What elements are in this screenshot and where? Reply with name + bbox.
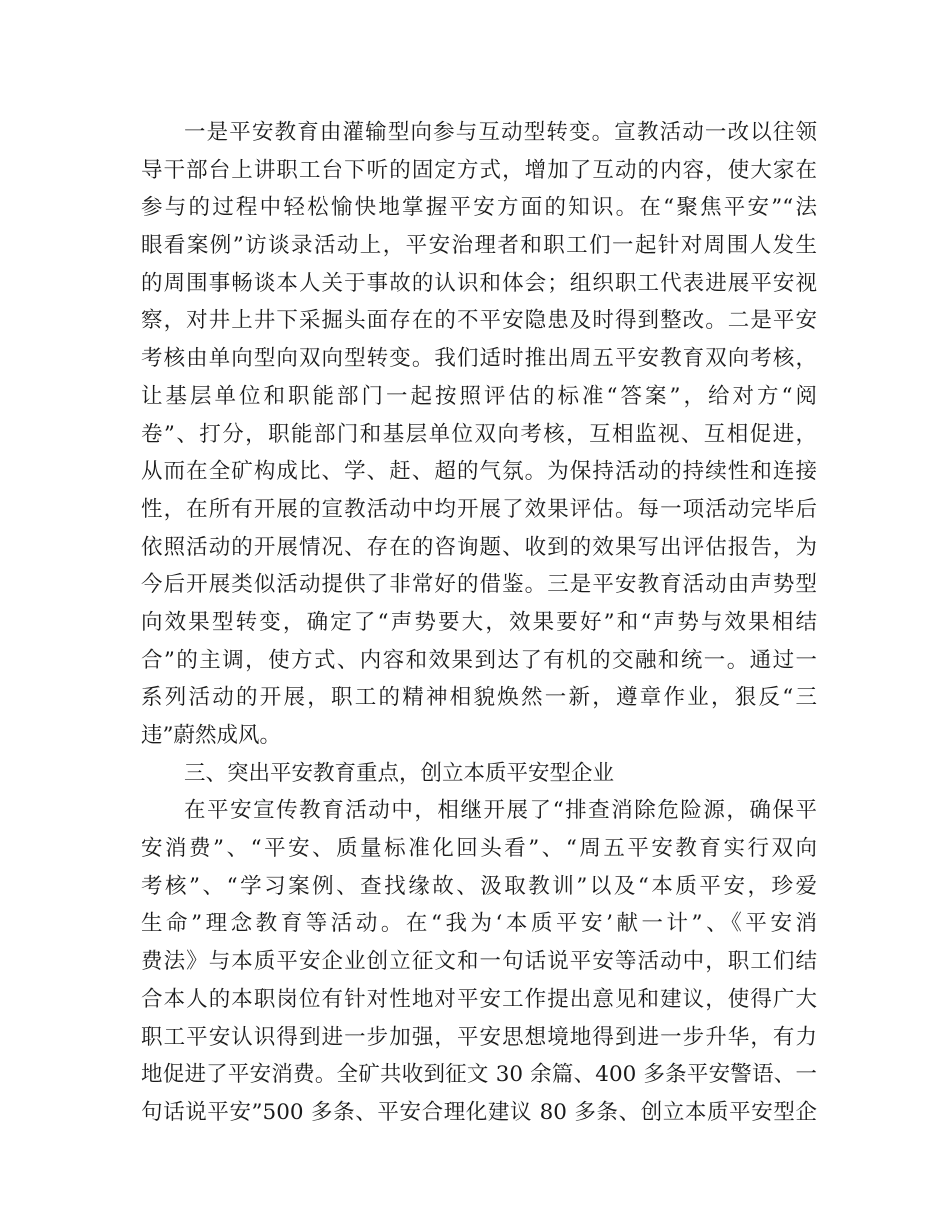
paragraph-line: 在平安宣传教育活动中，相继开展了“排查消除危险源，确保平: [184, 798, 817, 824]
paragraph-line: 安消费”、“平安、质量标准化回头看”、“周五平安教育实行双向: [141, 836, 817, 862]
paragraph-line: 察，对井上井下采掘头面存在的不平安隐患及时得到整改。二是平安: [141, 308, 817, 334]
paragraph-line: 的周围事畅谈本人关于事故的认识和体会；组织职工代表进展平安视: [141, 270, 817, 296]
paragraph-line: 导干部台上讲职工台下听的固定方式，增加了互动的内容，使大家在: [141, 157, 817, 183]
paragraph-line: 生命”理念教育等活动。在“我为‘本质平安’献一计”、《平安消: [141, 911, 817, 937]
paragraph-line: 合本人的本职岗位有针对性地对平安工作提出意见和建议，使得广大: [141, 986, 817, 1012]
paragraph-line: 职工平安认识得到进一步加强，平安思想境地得到进一步升华，有力: [141, 1024, 817, 1050]
paragraph-line: 参与的过程中轻松愉快地掌握平安方面的知识。在“聚焦平安”“法: [141, 195, 817, 221]
paragraph-line: 系列活动的开展，职工的精神相貌焕然一新，遵章作业，狠反“三: [141, 685, 817, 711]
paragraph-line: 卷”、打分，职能部门和基层单位双向考核，互相监视、互相促进，: [141, 421, 817, 447]
paragraph-line: 费法》与本质平安企业创立征文和一句话说平安等活动中，职工们结: [141, 949, 817, 975]
section-heading: 三、突出平安教育重点，创立本质平安型企业: [184, 760, 615, 786]
paragraph-line: 今后开展类似活动提供了非常好的借鉴。三是平安教育活动由声势型: [141, 572, 817, 598]
paragraph-last-line: 违”蔚然成风。: [141, 723, 281, 748]
paragraph-line: 依照活动的开展情况、存在的咨询题、收到的效果写出评估报告，为: [141, 534, 817, 560]
paragraph-line: 眼看案例”访谈录活动上，平安治理者和职工们一起针对周围人发生: [141, 233, 817, 259]
paragraph-line: 考核”、“学习案例、查找缘故、汲取教训”以及“本质平安，珍爱: [141, 873, 817, 899]
paragraph-line: 从而在全矿构成比、学、赶、超的气氛。为保持活动的持续性和连接: [141, 459, 817, 485]
paragraph-line: 合”的主调，使方式、内容和效果到达了有机的交融和统一。通过一: [141, 647, 817, 673]
paragraph-line: 向效果型转变，确定了“声势要大，效果要好”和“声势与效果相结: [141, 609, 817, 635]
paragraph-line: 一是平安教育由灌输型向参与互动型转变。宣教活动一改以往领: [184, 120, 817, 145]
body-text: [141, 114, 817, 1132]
paragraph-line: 句话说平安”500 多条、平安合理化建议 80 多条、创立本质平安型企: [141, 1099, 817, 1125]
paragraph-line: 地促进了平安消费。全矿共收到征文 30 余篇、400 多条平安警语、一: [141, 1062, 817, 1088]
paragraph-line: 让基层单位和职能部门一起按照评估的标准“答案”，给对方“阅: [141, 383, 817, 409]
paragraph-line: 考核由单向型向双向型转变。我们适时推出周五平安教育双向考核，: [141, 346, 817, 372]
paragraph-line: 性，在所有开展的宣教活动中均开展了效果评估。每一项活动完毕后: [141, 496, 817, 522]
